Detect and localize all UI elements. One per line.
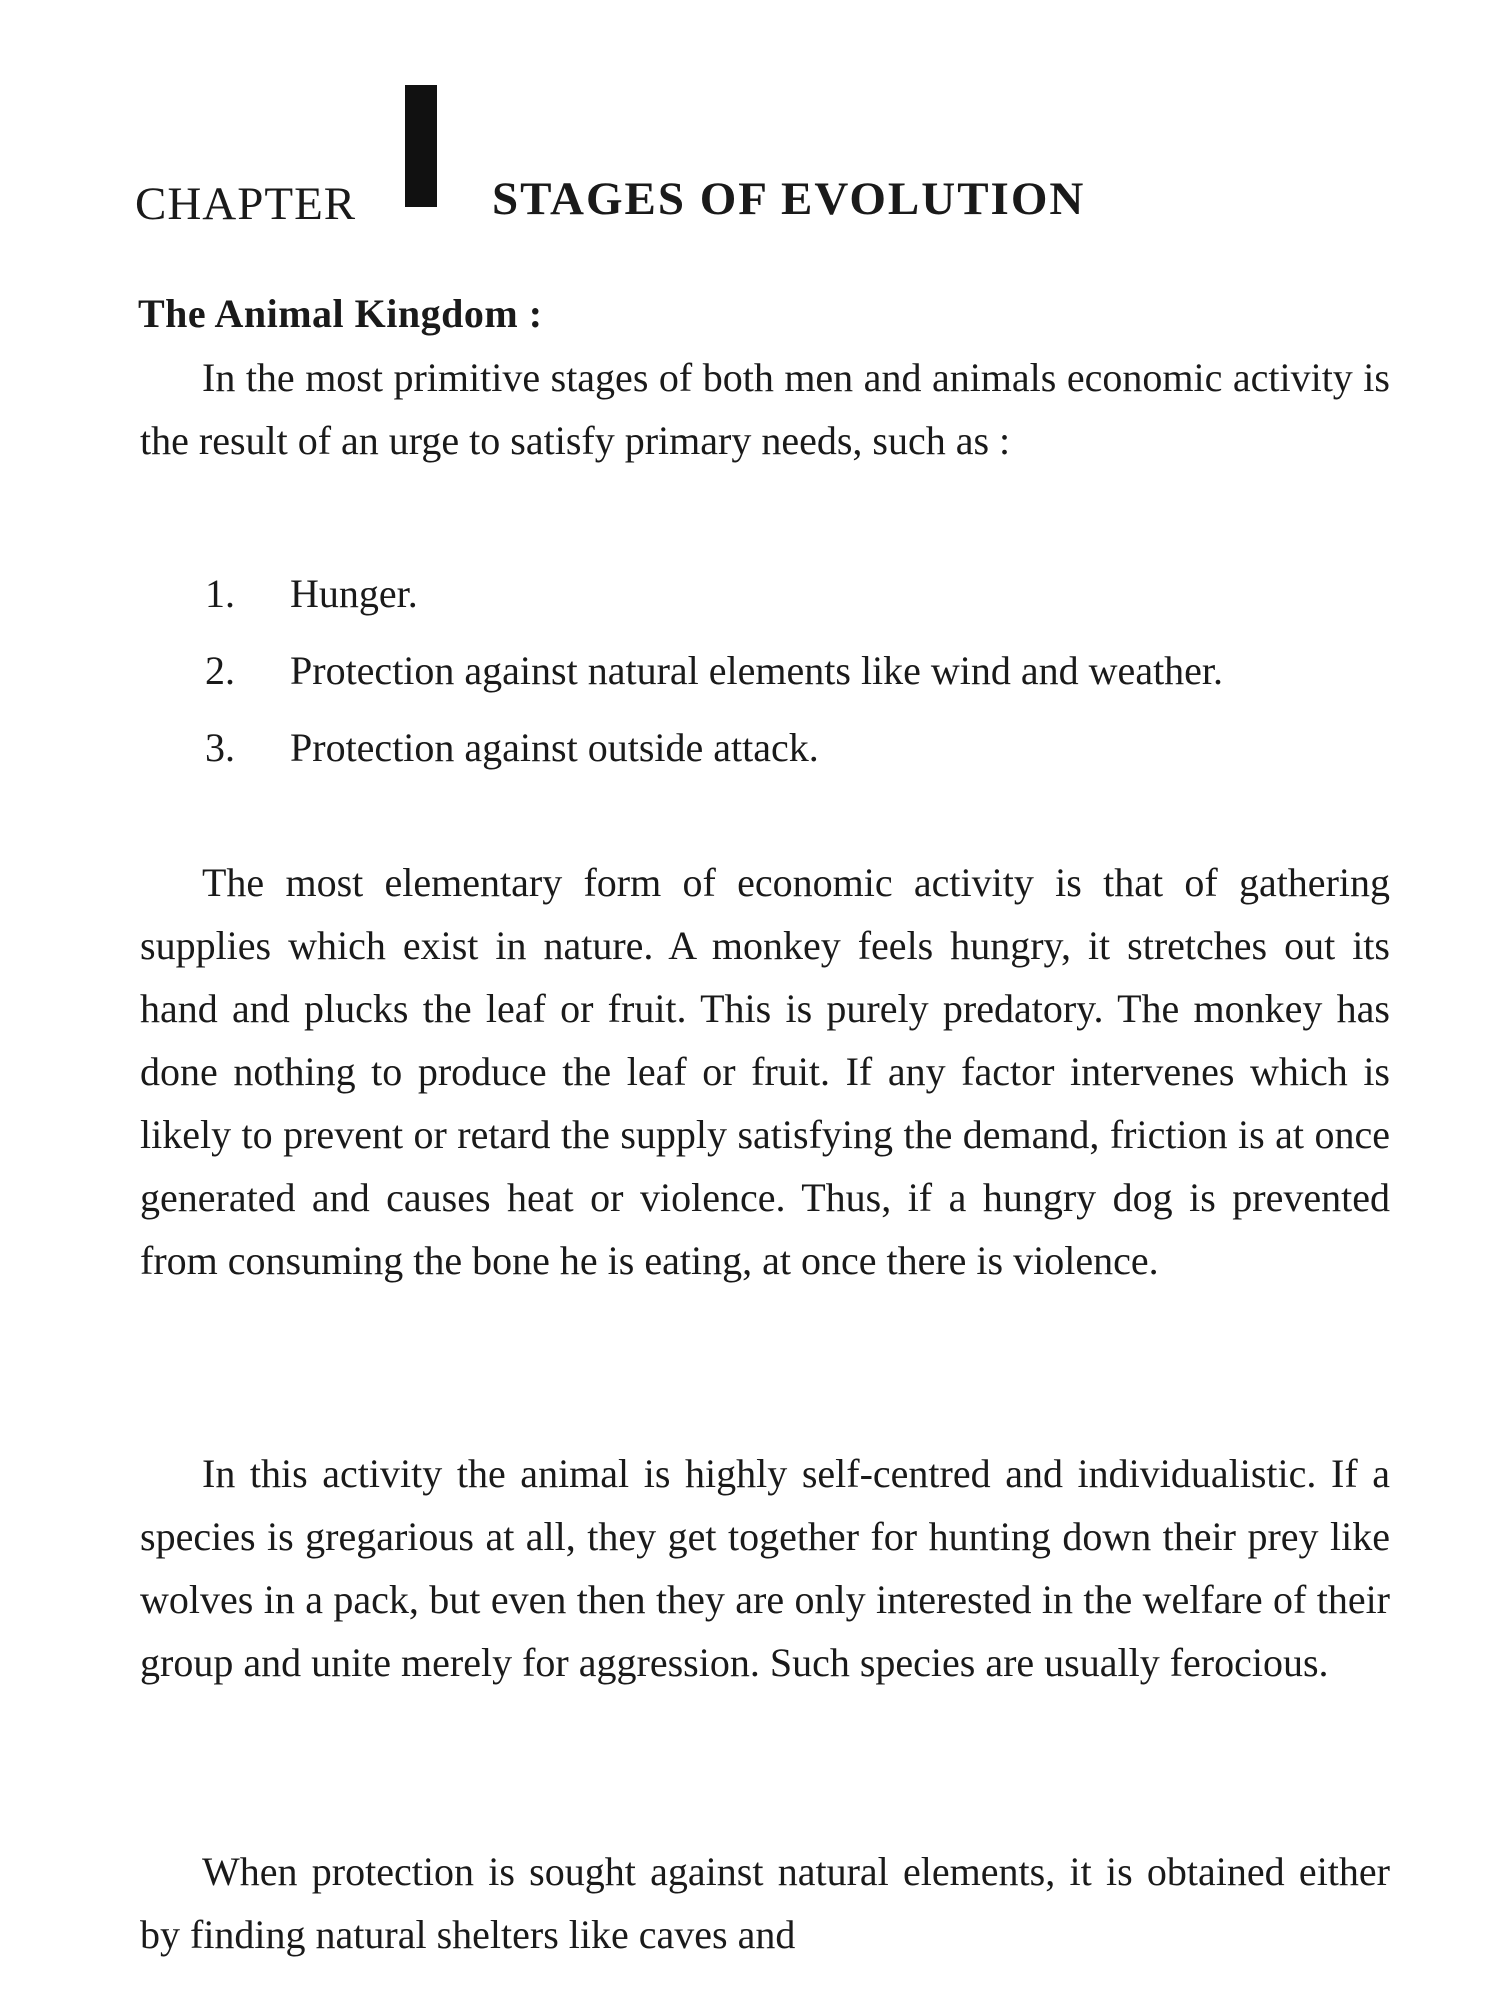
- list-item-number: 2.: [205, 648, 235, 693]
- chapter-label: CHAPTER: [135, 178, 357, 230]
- needs-list: [205, 562, 1390, 793]
- protection-paragraph: When protection is sought against natural elements, it is obtained either by finding natural shelters like caves and: [140, 1849, 1390, 1957]
- chapter-numeral: [405, 85, 437, 207]
- chapter-numeral-text: [405, 85, 406, 86]
- individualism-paragraph: In this activity the animal is highly self-centred and individualistic. If a species is gregarious at all, they get together for hunting down their prey like wolves in a pack, but even then they are only interested in the welfare of their group and unite merely for aggression. Such species are usually ferocious.: [140, 1451, 1390, 1685]
- list-item-number: 3.: [205, 725, 235, 770]
- intro-paragraph: In the most primitive stages of both men and animals economic activity is the result of an urge to satisfy primary needs, such as :: [140, 355, 1390, 463]
- list-item-text: Protection against natural elements like wind and weather.: [290, 648, 1224, 693]
- chapter-title: STAGES OF EVOLUTION: [492, 173, 1086, 225]
- chapter-header: [135, 85, 1395, 235]
- list-item: [205, 716, 1390, 779]
- gathering-paragraph: The most elementary form of economic activity is that of gathering supplies which exist in nature. A monkey feels hungry, it stretches out its hand and plucks the leaf or fruit. This is purely predatory. The monkey has done nothing to produce the leaf or fruit. If any factor intervenes which is likely to prevent or retard the supply satisfying the demand, friction is at once generated and causes heat or violence. Thus, if a hungry dog is prevented from consuming the bone he is eating, at once there is violence.: [140, 860, 1390, 1283]
- list-item: [205, 639, 1390, 702]
- list-item: [205, 562, 1390, 625]
- list-item-text: Protection against outside attack.: [290, 725, 819, 770]
- list-item-text: Hunger.: [290, 571, 418, 616]
- section-heading: The Animal Kingdom :: [138, 291, 543, 336]
- list-item-number: 1.: [205, 571, 235, 616]
